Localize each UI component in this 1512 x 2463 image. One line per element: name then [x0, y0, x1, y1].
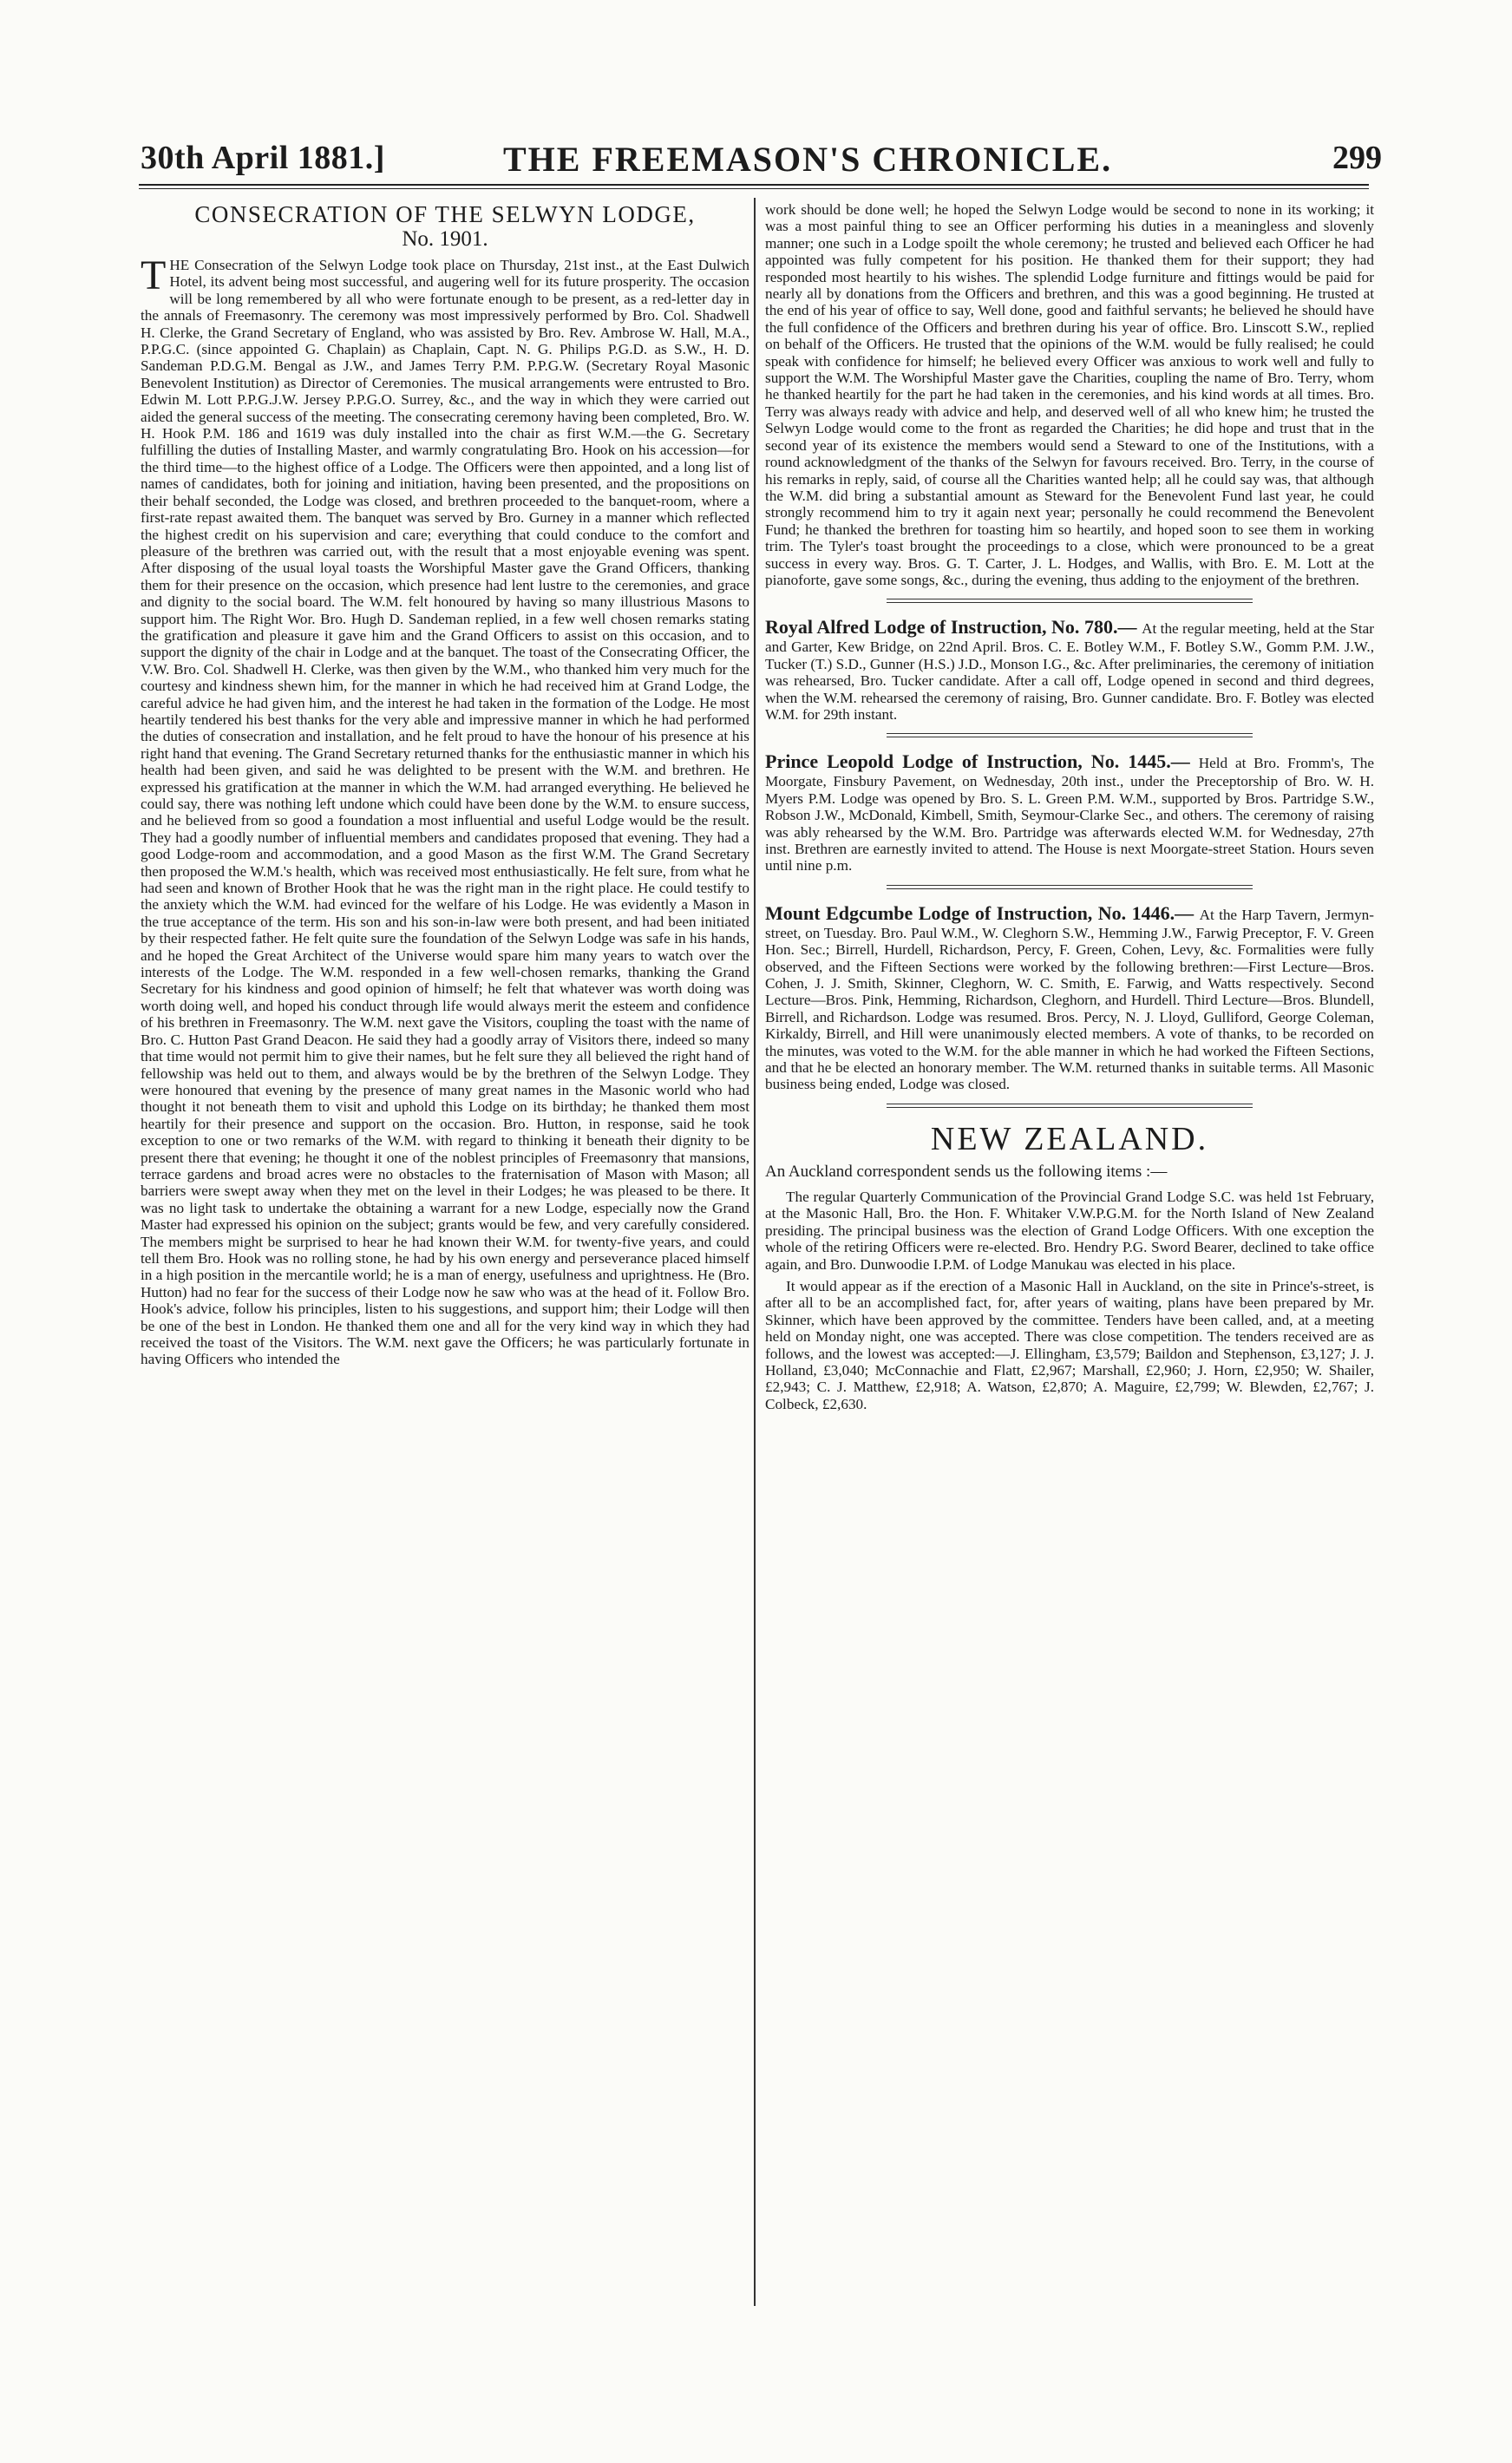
left-column — [141, 201, 749, 1368]
article-continuation: work should be done well; he hoped the Selwyn Lodge would be second to none in its working; it was a most painful thing to see an Officer performing his duties in a meaningless and slovenly manner; one such in a Lodge spoilt the whole ceremony; he trusted and believed each Officer he had appointed was fully competent for his position. He thanked them for their support; they had responded most heartily to his wishes. The splendid Lodge furniture and fittings would be paid for nearly all by donations from the Officers and brethren, and this was a good beginning. He trusted at the end of his year of office to say, Well done, good and faithful servants; he believed he should have the full confidence of the Officers and brethren during his year of office. Bro. Linscott S.W., replied on behalf of the Officers. He trusted that the opinions of the W.M. would be fully realised; he could speak with confidence for himself; he believed every Officer was anxious to work well and fully to support the W.M. The Worshipful Master gave the Charities, coupling the name of Bro. Terry, whom he thanked heartily for the part he had taken in the ceremonies, and his kind words at all times. Bro. Terry was always ready with advice and help, and deserved well of all who knew him; he trusted the Selwyn Lodge would come to the front as regarded the Charities; he did hope and trust that in the second year of its existence the members would send a Steward to one of the Institutions, with a round acknowledgment of the thanks of the Selwyn for favours received. Bro. Terry, in the course of his remarks in reply, said, of course all the Charities wanted help; all he could say was, that although the W.M. did bring a substantial amount as Steward for the Benevolent Fund last year, he could strongly recommend him to try it again next year; personally he could recommend the Benevolent Fund; he thanked the brethren for toasting him so heartily, and hoped soon to see them in working trim. The Tyler's toast brought the proceedings to a close, which were pronounced to be a great success in every way. Bros. G. T. Carter, J. L. Hodges, and Wallis, with Bro. E. M. Lott at the pianoforte, gave some songs, &c., during the evening, thus adding to the enjoyment of the brethren. — [765, 201, 1374, 588]
page-number: 299 — [1332, 140, 1382, 176]
report-title: Royal Alfred Lodge of Instruction, No. 780.— — [765, 616, 1142, 639]
new-zealand-title: NEW ZEALAND. — [930, 1120, 1209, 1157]
report-title: Prince Leopold Lodge of Instruction, No. 1445.— — [765, 750, 1199, 773]
header-rule — [139, 184, 1369, 186]
report-prince-leopold — [765, 750, 1374, 874]
publication-title: THE FREEMASON'S CHRONICLE. — [503, 140, 1113, 179]
new-zealand-intro: An Auckland correspondent sends us the following items :— — [765, 1162, 1168, 1181]
section-separator — [765, 885, 1374, 890]
report-body: At the Harp Tavern, Jermyn-street, on Tuesday. Bro. Paul W.M., W. Cleghorn S.W., Hemming J.W., Farwig Preceptor, F. V. Green Hon. Sec.; Birrell, Hurdell, Richardson, Percy, F. Green, Cohen, Levy, &c. Formalities were fully observed, and the Fifteen Sections were worked by the following brethren:—First Lecture—Bros. Cohen, J. J. Smith, Skinner, Cleghorn, W. C. Smith, E. Farwig, and Watts respectively. Second Lecture—Bros. Pink, Hemming, Richardson, Cleghorn, and Hurdell. Third Lecture—Bros. Blundell, Birrell, and Richardson. Lodge was resumed. Bros. Percy, N. J. Lloyd, Gulliford, George Coleman, Kirkaldy, Birrell, and Hill were unanimously elected members. A vote of thanks, to be recorded on the minutes, was voted to the W.M. for the able manner in which he had worked the Fifteen Sections, and that he be elected an honorary member. The W.M. returned thanks in suitable terms. All Masonic business being ended, Lodge was closed. — [765, 906, 1374, 1093]
column-divider — [754, 198, 756, 2306]
article-subtitle: No. 1901. — [402, 227, 488, 251]
new-zealand-paragraph: The regular Quarterly Communication of the Provincial Grand Lodge S.C. was held 1st February, at the Masonic Hall, Bro. the Hon. F. Whitaker V.W.P.G.M. for the North Island of New Zealand presiding. The principal business was the election of Grand Lodge Officers. With one exception the whole of the retiring Officers were re-elected. Bro. Hendry P.G. Sword Bearer, declined to take office again, and Bro. Dunwoodie I.P.M. of Lodge Manukau was elected in his place. — [765, 1188, 1374, 1273]
article-title: CONSECRATION OF THE SELWYN LODGE, — [194, 201, 696, 227]
report-body: Held at Bro. Fromm's, The Moorgate, Finsbury Pavement, on Wednesday, 20th inst., under the Preceptorship of Bro. W. H. Myers P.M. Lodge was opened by Bro. S. L. Green P.M. W.M., supported by Bros. Partridge S.W., Robson J.W., McDonald, Kimbell, Smith, Seymour-Clarke Sec., and others. The ceremony of raising was ably rehearsed by the W.M. Bro. Partridge was afterwards elected W.M. for Wednesday, 27th inst. Brethren are earnestly invited to attend. The House is next Moorgate-street Station. Hours seven until nine p.m. — [765, 755, 1374, 874]
section-separator — [765, 599, 1374, 604]
issue-date: 30th April 1881.] — [141, 140, 385, 176]
drop-cap: T — [141, 252, 167, 298]
new-zealand-paragraph: It would appear as if the erection of a Masonic Hall in Auckland, on the site in Prince's-street, is after all to be an accomplished fact, for, after years of waiting, plans have been prepared by Mr. Skinner, which have been approved by the committee. Tenders have been called, and, at a meeting held on Monday night, one was accepted. There was close competition. The tenders received are as follows, and the lowest was accepted:—J. Ellingham, £3,579; Baildon and Stephenson, £3,127; J. J. Holland, £3,040; McConnachie and Flatt, £2,967; Marshall, £2,960; J. Horn, £2,950; W. Shailer, £2,943; C. J. Matthew, £2,918; A. Watson, £2,870; A. Maguire, £2,799; W. Blewden, £2,767; J. Colbeck, £2,630. — [765, 1277, 1374, 1412]
section-separator — [765, 1104, 1374, 1109]
report-mount-edgcumbe — [765, 902, 1374, 1093]
right-column — [765, 201, 1374, 1412]
report-title: Mount Edgcumbe Lodge of Instruction, No. 1446.— — [765, 901, 1200, 924]
section-separator — [765, 733, 1374, 738]
report-royal-alfred — [765, 616, 1374, 723]
article-body-text: HE Consecration of the Selwyn Lodge took place on Thursday, 21st inst., at the East Dulwich Hotel, its advent being most successful, and augering well for its future prosperity. The occasion will be long remembered by all who were fortunate enough to be present, as a red-letter day in the annals of Freemasonry. The ceremony was most impressively performed by Bro. Col. Shadwell H. Clerke, the Grand Secretary of England, who was assisted by Bro. Rev. Ambrose W. Hall, M.A., P.P.G.C. (since appointed G. Chaplain) as Chaplain, Capt. N. G. Philips P.G.D. as S.W., H. D. Sandeman P.D.G.M. Bengal as J.W., and James Terry P.M. P.P.G.W. (Secretary Royal Masonic Benevolent Institution) as Director of Ceremonies. The musical arrangements were entrusted to Bro. Edwin M. Lott P.P.G.J.W. Jersey P.P.G.O. Surrey, &c., and the way in which they were carried out aided the general success of the meeting. The consecrating ceremony having been completed, Bro. W. H. Hook P.M. 186 and 1619 was duly installed into the chair as first W.M.—the G. Secretary fulfilling the duties of Installing Master, and warmly congratulating Bro. Hook on his accession—for the third time—to the highest office of a Lodge. The Officers were then appointed, and a long list of names of candidates, both for joining and initiation, having been presented, and the propositions on their behalf seconded, the Lodge was closed, and brethren proceeded to the banquet-room, where a first-rate repast awaited them. The banquet was served by Bro. Gurney in a manner which reflected the highest credit on his supervision and care; everything that could conduce to the comfort and pleasure of the brethren was carried out, with the result that a most enjoyable evening was spent. After disposing of the usual loyal toasts the Worshipful Master gave the Grand Officers, thanking them for their presence on the occasion, which presence had lent lustre to the ceremonies, and grace and dignity to the social board. The W.M. felt honoured by having so many illustrious Masons to support him. The Right Wor. Bro. Hugh D. Sandeman replied, in a few well chosen remarks stating the gratification and pleasure it gave him and the Grand Officers to assist on this occasion, and to support the dignity of the chair in Lodge and at the banquet. The toast of the Consecrating Officer, the V.W. Bro. Col. Shadwell H. Clerke, was then given by the W.M., who thanked him very much for the courtesy and kindness shewn him, for the manner in which he had received him at Grand Lodge, the careful advice he had given him, and the interest he had taken in the formation of the Lodge. He most heartily tendered his best thanks for the very able and impressive manner in which he had performed the duties of consecration and installation, and he felt proud to have the honour of his presence at his right hand that evening. The Grand Secretary returned thanks for the enthusiastic manner in which his health had been given, and said he was delighted to be present with the W.M. and brethren. He expressed his gratification at the manner in which the W.M. had arranged everything. He believed he could say, there was nothing left undone which could have been done by the W.M. to ensure success, and he believed from so good a foundation a most influential and useful Lodge would be the result. They had a goodly number of influential members and candidates proposed that evening. They had a good Lodge-room and accommodation, and a good Mason as the first W.M. The Grand Secretary then proposed the W.M.'s health, which was received most enthusiastically. He felt sure, from what he had seen and known of Brother Hook that he was the right man in the right place. He could testify to the anxiety which the W.M. had evinced for the welfare of his Lodge. He was evidently a Mason in the true acceptance of the term. His son and his son-in-law were both present, and had been initiated by their respected father. He felt quite sure the foundation of the Selwyn Lodge was safe in his hands, and he hoped the Great Architect of the Universe would spare him many years to watch over the interests of the Lodge. The W.M. responded in a few well-chosen remarks, thanking the Grand Secretary for his kindness and good opinion of himself; he felt that whatever was worth doing was worth doing well, and hoped his conduct through life would always merit the esteem and confidence of his brethren in Freemasonry. The W.M. next gave the Visitors, coupling the toast with the name of Bro. C. Hutton Past Grand Deacon. He said they had a goodly array of Visitors there, indeed so many that time would not permit him to give their names, but he felt sure they all believed the right hand of fellowship was held out to them, and always would be by the brethren of the Selwyn Lodge. They were honoured that evening by the presence of many great names in the Masonic world who had thought it not beneath them to visit and uphold this Lodge on its birthday; he thanked them most heartily for their presence and support on the occasion. Bro. Hutton, in response, said he took exception to one or two remarks of the W.M. with regard to thinking it beneath their dignity to be present there that evening; he thought it one of the noblest principles of Freemasonry that mansions, terrace gardens and broad acres were no obstacles to the fraternisation of Mason with Mason; all barriers were swept away when they met on the level in their Lodges; he was pleased to be there. It was no light task to undertake the obtaining a warrant for a new Lodge, especially now the Grand Master had expressed his opinion on the subject; grants would be few, and very carefully considered. The members might be surprised to hear he had known their W.M. for twenty-five years, and could tell them Bro. Hook was no rolling stone, he had by his own energy and perseverance placed himself in a high position in the mercantile world; he is a man of energy, usefulness and uprightness. He (Bro. Hutton) had no fear for the success of their Lodge now he saw who was at the head of it. Follow Bro. Hook's advice, follow his principles, listen to his suggestions, and support him; their Lodge will then be one of the best in London. He thanked them one and all for the very kind way in which they had received the toast of the Visitors. The W.M. next gave the Officers; he was particularly fortunate in having Officers who intended the — [141, 257, 749, 1368]
article-body — [141, 252, 749, 1368]
report-body: At the regular meeting, held at the Star and Garter, Kew Bridge, on 22nd April. Bros. C. E. Botley W.M., F. Botley S.W., Gomm P.M. J.W., Tucker (T.) S.D., Gunner (H.S.) J.D., Monson I.G., &c. After preliminaries, the ceremony of initiation was rehearsed, Bro. Tucker candidate. After a call off, Lodge opened in second and third degrees, when the W.M. rehearsed the ceremony of raising, Bro. Gunner candidate. Bro. F. Botley was elected W.M. for 29th instant. — [765, 620, 1374, 723]
header-rule-thin — [139, 188, 1369, 189]
